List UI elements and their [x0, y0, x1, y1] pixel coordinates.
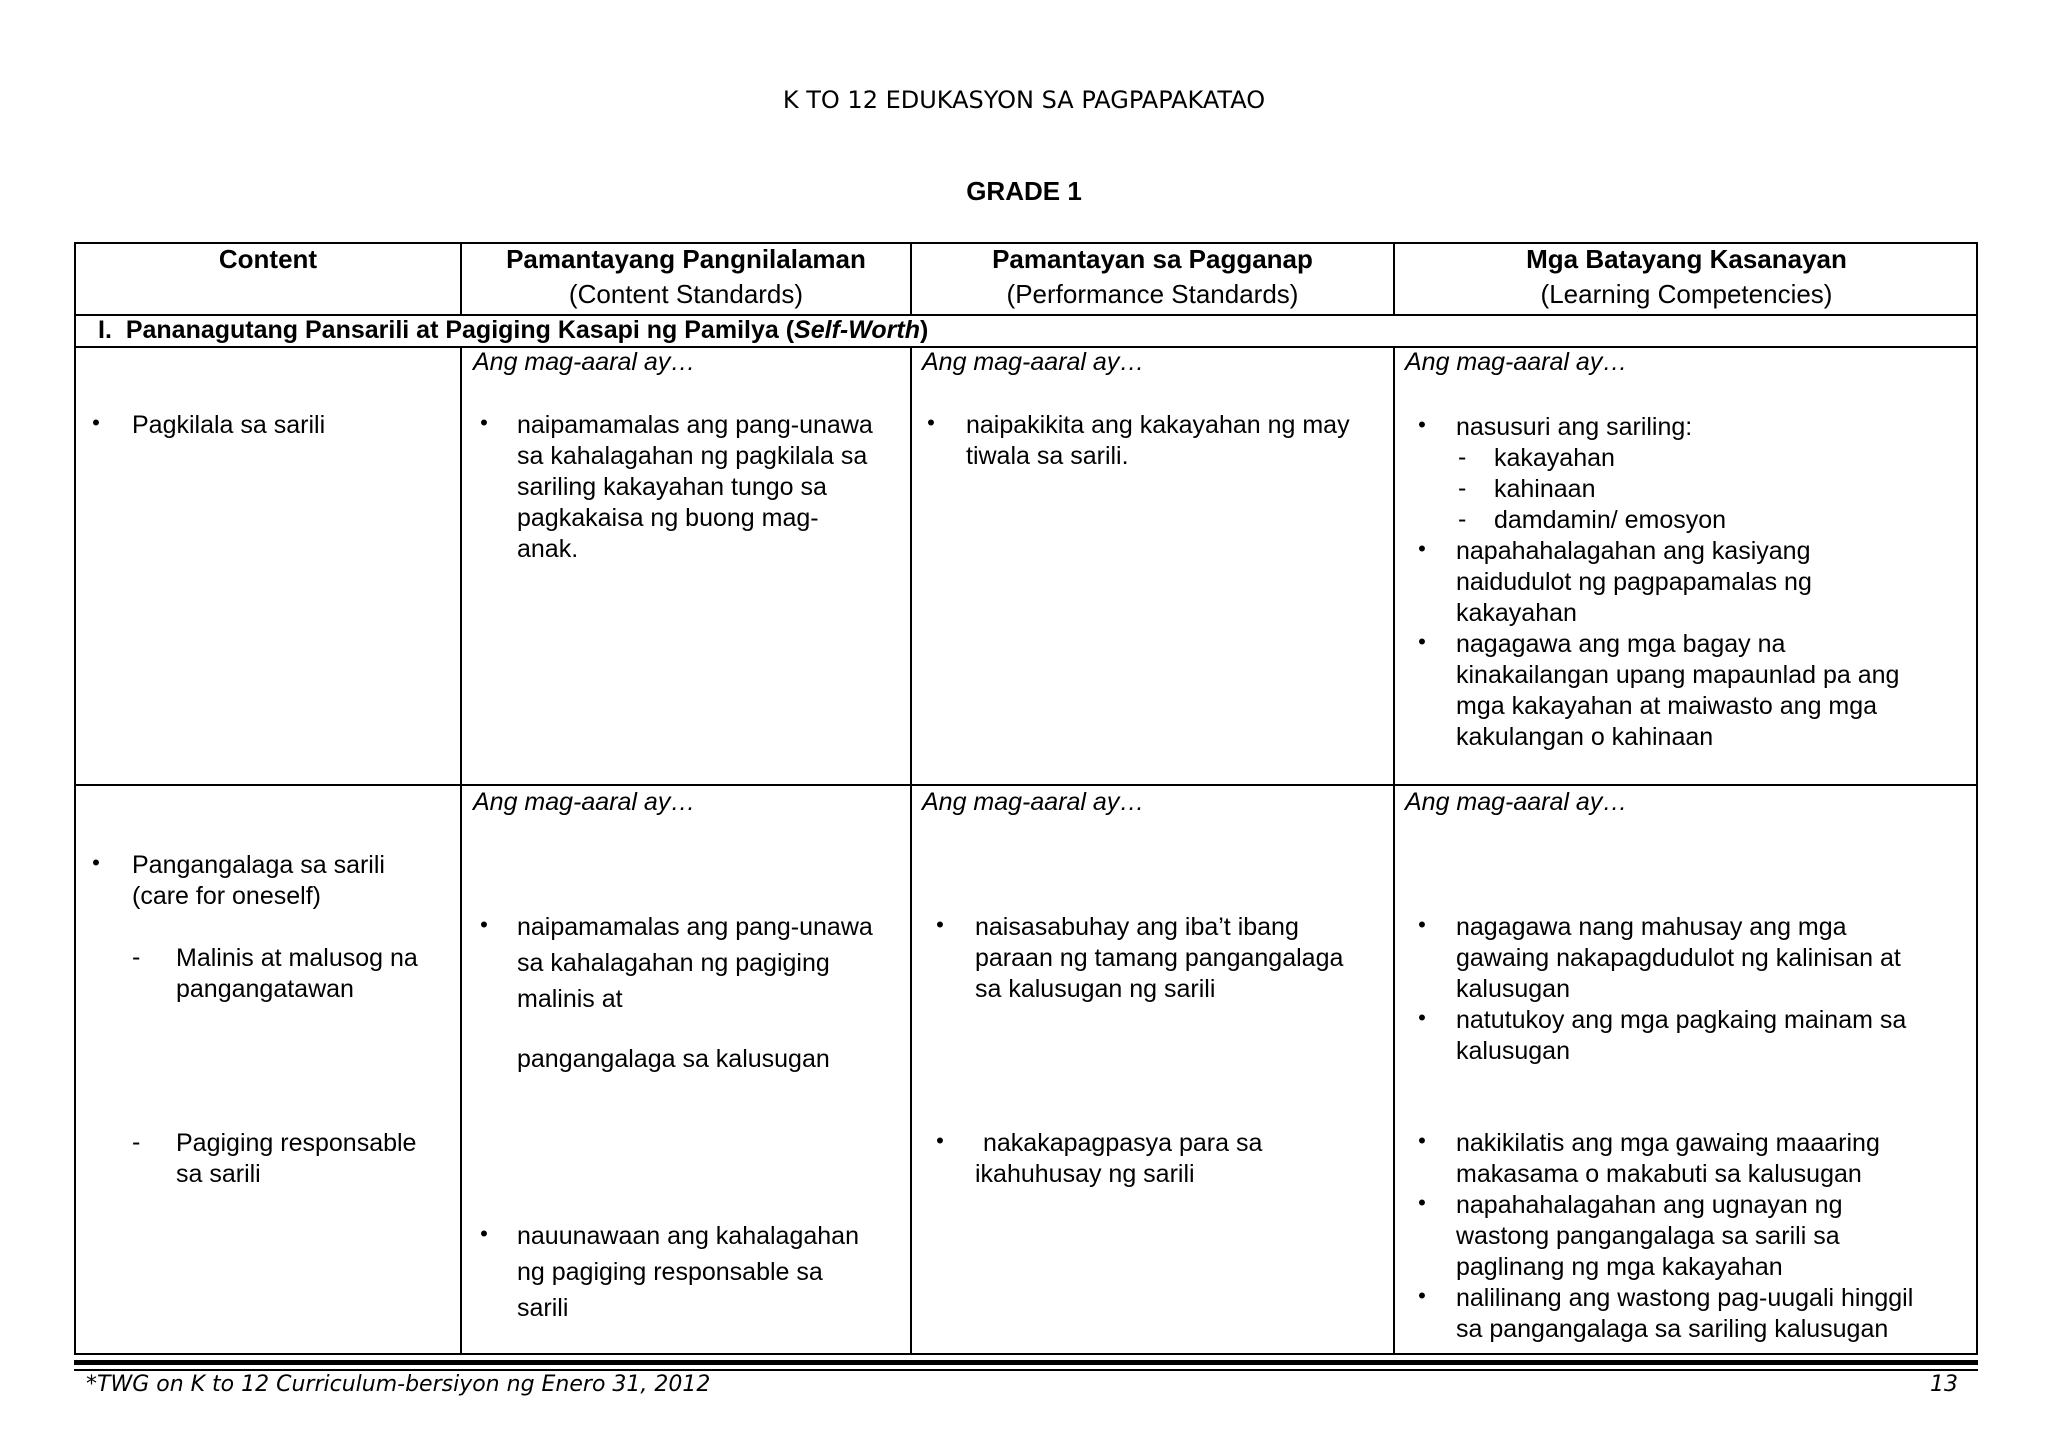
grade-heading: GRADE 1: [966, 176, 1082, 206]
row1-competency-3-line: kakulangan o kahinaan: [1456, 723, 1714, 751]
row2-content-standard-line: sa kahalagahan ng pagiging: [517, 949, 830, 977]
row1-content-standard-line: naipamamalas ang pang-unawa: [517, 411, 873, 439]
row1-competency-3-line: mga kakayahan at maiwasto ang mga: [1456, 692, 1878, 720]
row1-competency-2-line: naidudulot ng pagpapamalas ng: [1456, 568, 1812, 596]
row2-content-standard-line: malinis at: [517, 985, 623, 1013]
bullet-icon: •: [936, 912, 944, 937]
row1-performance-line: tiwala sa sarili.: [966, 442, 1129, 470]
bullet-icon: •: [1418, 912, 1426, 937]
row2-content-standard-2-line: ng pagiging responsable sa: [517, 1258, 823, 1286]
dash-icon: -: [132, 1128, 141, 1156]
bullet-icon: •: [92, 410, 100, 435]
row2-competency-5-line: sa pangangalaga sa sariling kalusugan: [1456, 1315, 1889, 1343]
section-title-text: Pananagutang Pansarili at Pagiging Kasapi ng Pamilya (: [125, 316, 795, 344]
row2-competency-4-line: paglinang ng mga kakayahan: [1456, 1253, 1783, 1281]
row2-content-subtopic-1: Malinis at malusog na: [176, 944, 418, 972]
row1-competency-3-line: kinakailangan upang mapaunlad pa ang: [1456, 661, 1900, 689]
bullet-icon: •: [1418, 536, 1426, 561]
row1-intro-content-standard: Ang mag-aaral ay…: [473, 348, 696, 376]
section-title: [98, 316, 928, 345]
row2-competency-1-line: kalusugan: [1456, 975, 1570, 1003]
dash-icon: -: [132, 943, 141, 971]
row2-performance-2-line: nakakapagpasya para sa: [983, 1129, 1263, 1157]
row-separator: [74, 784, 1978, 786]
section-title-italic: Self-Worth: [794, 316, 920, 344]
row2-content-subtopic-2: sa sarili: [176, 1160, 261, 1188]
dash-icon: -: [1458, 474, 1467, 502]
bullet-icon: •: [936, 1128, 944, 1153]
row2-content-topic: (care for oneself): [132, 882, 321, 910]
row1-content-standard-line: sariling kakayahan tungo sa: [517, 473, 827, 501]
row1-competency-1-item: damdamin/ emosyon: [1494, 506, 1727, 534]
row2-performance-1-line: naisasabuhay ang iba’t ibang: [975, 913, 1299, 941]
row2-competency-1-line: gawaing nakapagdudulot ng kalinisan at: [1456, 944, 1901, 972]
column-subheader-performance-standards: (Performance Standards): [1006, 279, 1299, 309]
row2-intro-performance: Ang mag-aaral ay…: [922, 788, 1145, 816]
row1-competency-3-line: nagagawa ang mga bagay na: [1456, 630, 1786, 658]
row2-competency-5-line: nalilinang ang wastong pag-uugali hinggil: [1456, 1284, 1914, 1312]
bullet-icon: •: [1418, 1128, 1426, 1153]
dash-icon: -: [1458, 443, 1467, 471]
column-header-performance-standards: Pamantayan sa Pagganap: [992, 244, 1313, 274]
row1-intro-performance: Ang mag-aaral ay…: [922, 348, 1145, 376]
column-divider-2: [910, 346, 912, 1355]
row2-competency-2-line: kalusugan: [1456, 1037, 1570, 1065]
row2-content-topic: Pangangalaga sa sarili: [132, 851, 385, 879]
footer-note: *TWG on K to 12 Curriculum-bersiyon ng Enero 31, 2012: [86, 1372, 711, 1397]
page-number: 13: [1930, 1372, 1958, 1397]
footer-rule-thick: [74, 1360, 1978, 1365]
column-divider-3: [1393, 346, 1395, 1355]
column-header-learning-competencies: Mga Batayang Kasanayan: [1526, 244, 1847, 274]
row1-competency-2-line: kakayahan: [1456, 599, 1577, 627]
row2-performance-1-line: sa kalusugan ng sarili: [975, 975, 1216, 1003]
row2-content-subtopic-1: pangangatawan: [176, 975, 354, 1003]
row2-content-standard-line: naipamamalas ang pang-unawa: [517, 913, 873, 941]
row2-competency-1-line: nagagawa nang mahusay ang mga: [1456, 913, 1847, 941]
bullet-icon: •: [92, 850, 100, 875]
row1-competency-1-item: kahinaan: [1494, 475, 1596, 503]
bullet-icon: •: [1418, 629, 1426, 654]
bullet-icon: •: [480, 410, 488, 435]
row2-competency-4-line: wastong pangangalaga sa sarili sa: [1456, 1222, 1840, 1250]
bullet-icon: •: [1418, 1283, 1426, 1308]
row1-intro-competencies: Ang mag-aaral ay…: [1405, 348, 1628, 376]
column-header-content: Content: [218, 244, 318, 274]
row2-performance-2-line: ikahuhusay ng sarili: [975, 1160, 1195, 1188]
row1-competency-2-line: napahahalagahan ang kasiyang: [1456, 537, 1811, 565]
bullet-icon: •: [927, 410, 935, 435]
column-subheader-learning-competencies: (Learning Competencies): [1540, 279, 1833, 309]
row2-competency-3-line: makasama o makabuti sa kalusugan: [1456, 1160, 1862, 1188]
row1-performance-line: naipakikita ang kakayahan ng may: [966, 411, 1350, 439]
document-header-title: K TO 12 EDUKASYON SA PAGPAPAKATAO: [782, 86, 1266, 114]
row2-intro-content-standard: Ang mag-aaral ay…: [473, 788, 696, 816]
row1-competency-1-item: kakayahan: [1494, 444, 1615, 472]
row2-content-standard-2-line: nauunawaan ang kahalagahan: [517, 1222, 859, 1250]
section-title-close: ): [919, 316, 929, 344]
row2-intro-competencies: Ang mag-aaral ay…: [1405, 788, 1628, 816]
row2-competency-2-line: natutukoy ang mga pagkaing mainam sa: [1456, 1006, 1907, 1034]
row2-performance-1-line: paraan ng tamang pangangalaga: [975, 944, 1344, 972]
row1-content-standard-line: pagkakaisa ng buong mag-: [517, 504, 819, 532]
row2-content-subtopic-2: Pagiging responsable: [176, 1129, 417, 1157]
row1-content-standard-line: anak.: [517, 535, 579, 563]
dash-icon: -: [1458, 505, 1467, 533]
column-header-content-standards: Pamantayang Pangnilalaman: [506, 244, 866, 274]
bullet-icon: •: [1418, 412, 1426, 437]
section-number: I.: [98, 316, 112, 344]
column-subheader-content-standards: (Content Standards): [568, 279, 804, 309]
row2-competency-3-line: nakikilatis ang mga gawaing maaaring: [1456, 1129, 1880, 1157]
row1-content-standard-line: sa kahalagahan ng pagkilala sa: [517, 442, 868, 470]
row1-content-topic: Pagkilala sa sarili: [132, 411, 326, 439]
row2-competency-4-line: napahahalagahan ang ugnayan ng: [1456, 1191, 1843, 1219]
bullet-icon: •: [1418, 1190, 1426, 1215]
row2-content-standard-2-line: sarili: [517, 1294, 569, 1322]
bullet-icon: •: [1418, 1005, 1426, 1030]
row2-content-standard-line: pangangalaga sa kalusugan: [517, 1045, 830, 1073]
column-divider-1: [460, 346, 462, 1355]
bullet-icon: •: [480, 1221, 488, 1246]
row1-competency-1: nasusuri ang sariling:: [1456, 413, 1693, 441]
bullet-icon: •: [480, 912, 488, 937]
footer-rule-thin: [74, 1369, 1978, 1371]
